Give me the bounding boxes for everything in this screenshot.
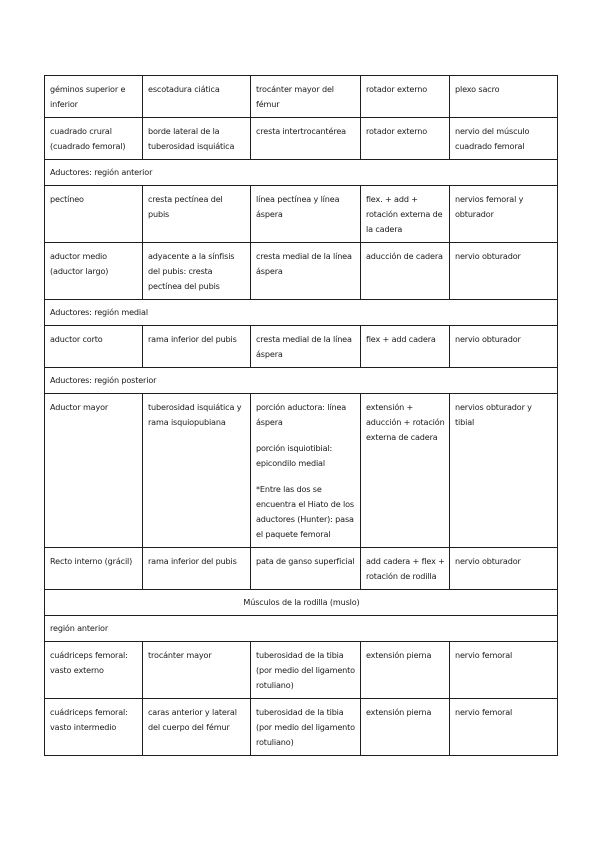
section-heading: región anterior: [45, 616, 558, 642]
section-row: [45, 368, 558, 394]
cell-insertion: pata de ganso superficial: [251, 548, 361, 590]
cell-muscle: aductor corto: [45, 326, 143, 368]
section-heading: Aductores: región anterior: [45, 160, 558, 186]
cell-muscle: Recto interno (grácil): [45, 548, 143, 590]
table-row: [45, 118, 558, 160]
table-row: [45, 326, 558, 368]
cell-muscle: pectíneo: [45, 186, 143, 243]
muscle-table: [44, 75, 558, 756]
cell-muscle: cuádriceps femoral: vasto externo: [45, 642, 143, 699]
section-row: [45, 300, 558, 326]
cell-action: flex + add cadera: [361, 326, 450, 368]
cell-action: extensión pierna: [361, 699, 450, 756]
cell-innervation: plexo sacro: [450, 76, 558, 118]
cell-origin: cresta pectínea del pubis: [143, 186, 251, 243]
insertion-note: *Entre las dos se encuentra el Hiato de los aductores (Hunter): pasa el paquete femoral: [256, 484, 354, 539]
cell-insertion: [251, 394, 361, 548]
muscle-table-body: [45, 76, 558, 756]
cell-muscle: cuadrado crural (cuadrado femoral): [45, 118, 143, 160]
cell-action: aducción de cadera: [361, 243, 450, 300]
cell-muscle: aductor medio (aductor largo): [45, 243, 143, 300]
section-row: [45, 160, 558, 186]
cell-action: flex. + add + rotación externa de la cadera: [361, 186, 450, 243]
table-row: [45, 243, 558, 300]
cell-origin: caras anterior y lateral del cuerpo del fémur: [143, 699, 251, 756]
cell-innervation: nervio femoral: [450, 642, 558, 699]
insertion-paragraph: porción isquiotibial: epicondilo medial: [256, 443, 333, 468]
cell-origin: escotadura ciática: [143, 76, 251, 118]
section-heading: Aductores: región medial: [45, 300, 558, 326]
section-row: [45, 616, 558, 642]
cell-innervation: nervio del músculo cuadrado femoral: [450, 118, 558, 160]
cell-insertion: cresta medial de la línea áspera: [251, 243, 361, 300]
cell-insertion: trocánter mayor del fémur: [251, 76, 361, 118]
cell-innervation: nervio obturador: [450, 243, 558, 300]
cell-insertion: cresta medial de la línea áspera: [251, 326, 361, 368]
table-row: [45, 642, 558, 699]
cell-action: extensión + aducción + rotación externa de cadera: [361, 394, 450, 548]
section-heading-center: Músculos de la rodilla (muslo): [45, 590, 558, 616]
cell-insertion: línea pectínea y línea áspera: [251, 186, 361, 243]
cell-origin: borde lateral de la tuberosidad isquiática: [143, 118, 251, 160]
cell-origin: trocánter mayor: [143, 642, 251, 699]
cell-action: rotador externo: [361, 76, 450, 118]
table-row: [45, 699, 558, 756]
cell-innervation: nervio obturador: [450, 548, 558, 590]
table-row: [45, 186, 558, 243]
table-row: [45, 76, 558, 118]
cell-origin: rama inferior del pubis: [143, 548, 251, 590]
insertion-paragraph: porción aductora: línea áspera: [256, 402, 347, 427]
cell-muscle: cuádriceps femoral: vasto intermedio: [45, 699, 143, 756]
cell-action: rotador externo: [361, 118, 450, 160]
cell-innervation: nervio obturador: [450, 326, 558, 368]
cell-innervation: nervios femoral y obturador: [450, 186, 558, 243]
cell-origin: tuberosidad isquiática y rama isquiopubiana: [143, 394, 251, 548]
cell-insertion: tuberosidad de la tibia (por medio del ligamento rotuliano): [251, 699, 361, 756]
cell-muscle: Aductor mayor: [45, 394, 143, 548]
table-row: [45, 548, 558, 590]
cell-muscle: géminos superior e inferior: [45, 76, 143, 118]
section-heading: Aductores: región posterior: [45, 368, 558, 394]
cell-innervation: nervios obturador y tibial: [450, 394, 558, 548]
cell-origin: rama inferior del pubis: [143, 326, 251, 368]
table-row: [45, 394, 558, 548]
cell-action: extensión pierna: [361, 642, 450, 699]
cell-insertion: tuberosidad de la tibia (por medio del ligamento rotuliano): [251, 642, 361, 699]
cell-innervation: nervio femoral: [450, 699, 558, 756]
cell-origin: adyacente a la sínfisis del pubis: cresta pectínea del pubis: [143, 243, 251, 300]
cell-insertion: cresta intertrocantérea: [251, 118, 361, 160]
cell-action: add cadera + flex + rotación de rodilla: [361, 548, 450, 590]
section-row: [45, 590, 558, 616]
